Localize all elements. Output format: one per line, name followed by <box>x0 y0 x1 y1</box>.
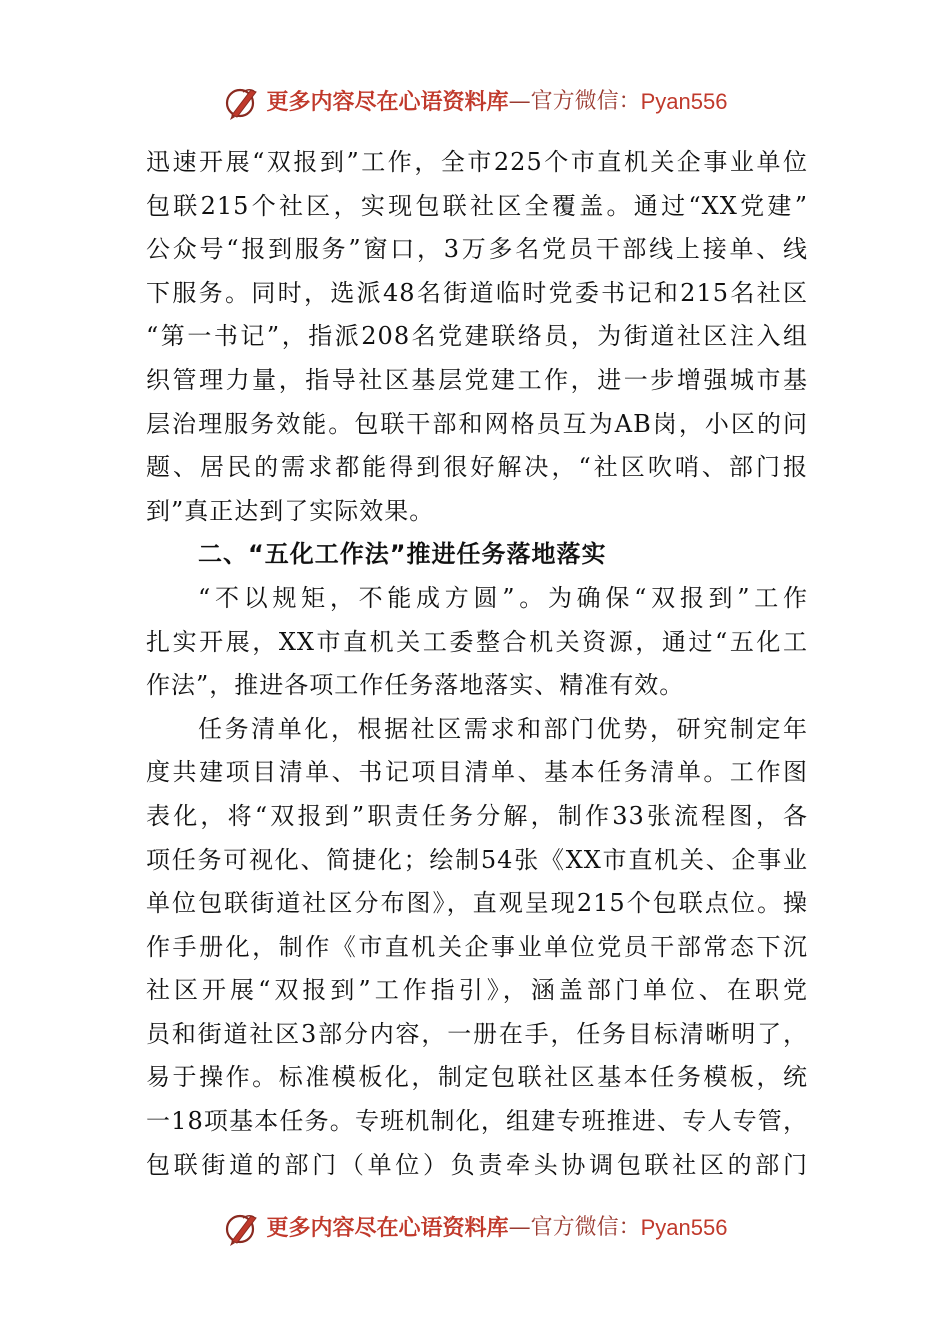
text-line: 包联215个社区，实现包联社区全覆盖。通过“XX党建” <box>146 191 808 220</box>
banner-wechat-id: Pyan556 <box>640 1215 728 1240</box>
text-line: 作法”，推进各项工作任务落地落实、精准有效。 <box>146 671 685 700</box>
text-line: 社区开展“双报到”工作指引》，涵盖部门单位、在职党 <box>146 976 808 1005</box>
banner-dash: — <box>508 89 531 114</box>
text-line: 作手册化，制作《市直机关企事业单位党员干部常态下沉 <box>146 932 808 961</box>
text-line: 迅速开展“双报到”工作，全市225个市直机关企事业单位 <box>146 148 808 176</box>
text-line: 表化，将“双报到”职责任务分解，制作33张流程图，各 <box>146 801 808 830</box>
text-line: 单位包联街道社区分布图》，直观呈现215个包联点位。操 <box>146 889 808 918</box>
footer-banner <box>0 1208 950 1248</box>
pen-logo-icon <box>223 1208 263 1248</box>
text-line: 度共建项目清单、书记项目清单、基本任务清单。工作图 <box>146 758 808 787</box>
text-line: 项任务可视化、简捷化；绘制54张《XX市直机关、企事业 <box>146 845 808 874</box>
banner-wechat-label: 官方微信： <box>530 1215 641 1240</box>
text-line: 易于操作。标准模板化，制定包联社区基本任务模板，统 <box>146 1063 808 1092</box>
text-line: 员和街道社区3部分内容，一册在手，任务目标清晰明了， <box>146 1019 808 1048</box>
banner-site-text: 更多内容尽在心语资料库 <box>266 89 509 115</box>
text-line: 下服务。同时，选派48名街道临时党委书记和215名社区 <box>146 278 808 307</box>
text-line: “第一书记”，指派208名党建联络员，为街道社区注入组 <box>146 322 808 351</box>
header-banner <box>0 82 950 122</box>
banner-wechat-id: Pyan556 <box>640 89 728 114</box>
text-line: “不以规矩，不能成方圆”。为确保“双报到”工作 <box>198 583 808 612</box>
text-line: 织管理力量，指导社区基层党建工作，进一步增强城市基 <box>146 365 808 394</box>
text-line: 扎实开展，XX市直机关工委整合机关资源，通过“五化工 <box>146 627 808 656</box>
section-heading: 二、“五化工作法”推进任务落地落实 <box>198 540 607 569</box>
text-line: 任务清单化，根据社区需求和部门优势，研究制定年 <box>198 714 808 743</box>
pen-logo-icon <box>223 82 263 122</box>
text-line: 公众号“报到服务”窗口，3万多名党员干部线上接单、线 <box>146 235 808 264</box>
banner-wechat-label: 官方微信： <box>530 89 641 114</box>
text-line: 层治理服务效能。包联干部和网格员互为AB岗，小区的问 <box>146 409 808 438</box>
banner-site-text: 更多内容尽在心语资料库 <box>266 1215 509 1241</box>
banner-dash: — <box>508 1215 531 1240</box>
document-body <box>146 141 808 1187</box>
text-line: 题、居民的需求都能得到很好解决，“社区吹哨、部门报 <box>146 453 808 482</box>
text-line: 一18项基本任务。专班机制化，组建专班推进、专人专管， <box>146 1107 808 1136</box>
text-line: 包联街道的部门（单位）负责牵头协调包联社区的部门 <box>146 1150 808 1179</box>
text-line: 到”真正达到了实际效果。 <box>146 496 435 525</box>
